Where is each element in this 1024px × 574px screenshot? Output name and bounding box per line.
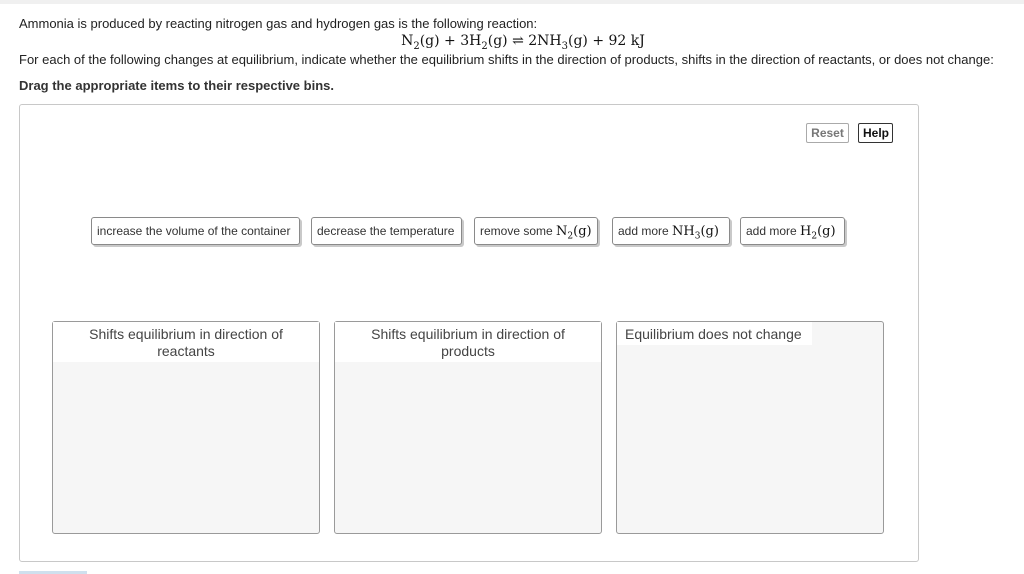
formula-subscript: 2 — [567, 231, 574, 242]
eq-n2-sub: 2 — [413, 40, 420, 52]
drag-drop-workspace — [19, 104, 919, 562]
eq-nh3-sub: 3 — [561, 40, 568, 52]
item-prefix: add more — [618, 224, 673, 238]
bin-no-change[interactable] — [616, 321, 884, 534]
formula-symbol: NH — [672, 224, 695, 239]
eq-h2-state: (g) ⇌ 2NH — [487, 33, 562, 49]
formula-state: (g) — [700, 224, 719, 239]
item-prefix: remove some — [480, 224, 557, 238]
bin-reactants[interactable] — [52, 321, 320, 534]
formula-state: (g) — [817, 224, 836, 239]
instruction-text: Drag the appropriate items to their respective bins. — [19, 78, 334, 93]
bin-products[interactable] — [334, 321, 602, 534]
formula-subscript: 2 — [811, 231, 818, 242]
bin-label-no-change: Equilibrium does not change — [617, 322, 812, 345]
drag-item-increase-volume[interactable]: increase the volume of the container — [91, 217, 300, 245]
drag-item-add-nh3[interactable] — [612, 217, 730, 245]
eq-nh3-rest: (g) + 92 kJ — [568, 33, 645, 49]
drag-item-decrease-temperature[interactable]: decrease the temperature — [311, 217, 462, 245]
drag-item-remove-n2[interactable] — [474, 217, 598, 245]
eq-h2-sub: 2 — [481, 40, 488, 52]
intro-text: Ammonia is produced by reacting nitrogen gas and hydrogen gas is the following reaction: — [19, 16, 538, 31]
formula-subscript: 3 — [694, 231, 701, 242]
reset-button[interactable]: Reset — [806, 123, 849, 143]
formula-symbol: H — [800, 224, 812, 239]
eq-n2: N — [401, 33, 414, 49]
bin-label-reactants: Shifts equilibrium in direction of reactants — [53, 322, 319, 362]
eq-n2-state: (g) + 3H — [419, 33, 482, 49]
help-button[interactable]: Help — [858, 123, 893, 143]
item-formula — [800, 224, 836, 242]
formula-symbol: N — [556, 224, 568, 239]
item-formula — [556, 224, 592, 242]
top-divider — [0, 0, 1024, 4]
question-text: For each of the following changes at equilibrium, indicate whether the equilibrium shifts in the direction of products, shifts in the direction of reactants, or does not change: — [19, 52, 994, 67]
reaction-equation — [0, 33, 1024, 52]
item-formula — [672, 224, 719, 242]
formula-state: (g) — [573, 224, 592, 239]
bin-label-products: Shifts equilibrium in direction of products — [335, 322, 601, 362]
item-prefix: add more — [746, 224, 801, 238]
drag-item-add-h2[interactable] — [740, 217, 845, 245]
